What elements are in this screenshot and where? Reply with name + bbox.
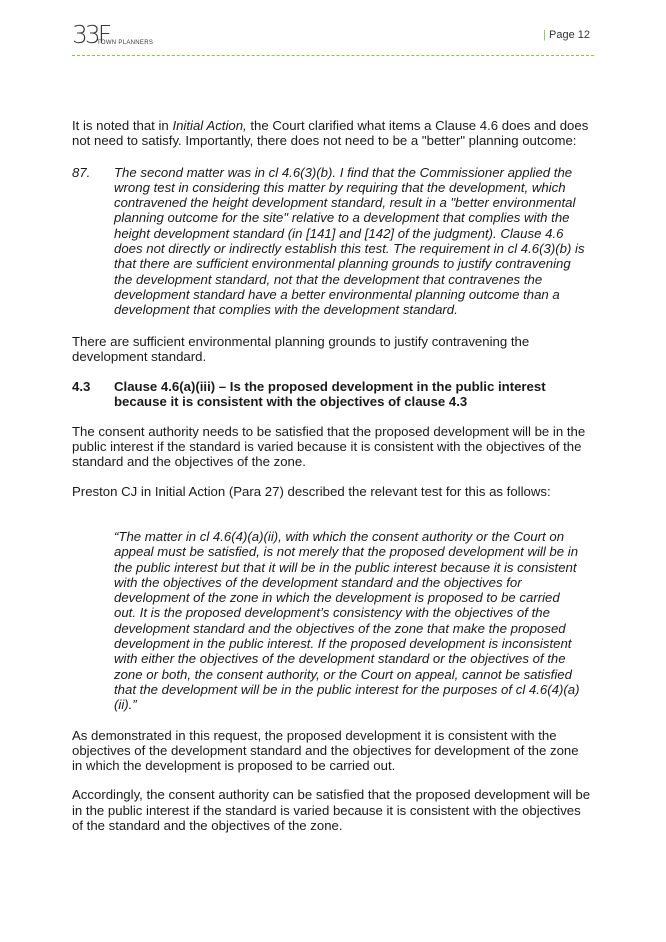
quote-text: The second matter was in cl 4.6(3)(b). I find that the Commissioner applied the wrong test in considering this matter by requiring that the development, which contravened the height development standard, result in a "better environmental planning outcome for the site" relative to a development that complies with the height development standard (in [141] and [142] of the judgment). Clause 4.6 does not directly or indirectly establish this test. The requirement in cl 4.6(3)(b) is that there are sufficient environmental planning grounds to justify contravening the development standard, not that the development that contravenes the development standard have a better environmental planning outcome than a development that complies with the development standard.: [114, 164, 585, 318]
page-number: [543, 29, 590, 41]
section-title: Clause 4.6(a)(iii) – Is the proposed development in the public interest because it is consistent with the objectives of clause 4.3: [114, 379, 546, 410]
page-label: Page 12: [549, 29, 590, 41]
paragraph-grounds: There are sufficient environmental planning grounds to justify contravening the development standard.: [72, 333, 530, 364]
intro-case-name: Initial Action,: [172, 118, 247, 133]
quote-number: 87.: [72, 164, 91, 180]
quoted-paragraph-87: [72, 165, 592, 318]
page-separator: |: [543, 29, 547, 41]
page-header: [72, 20, 594, 60]
paragraph-accordingly: Accordingly, the consent authority can be satisfied that the proposed development will be in the public interest if the standard is varied because it is consistent with the objectives of the standard and the objectives of the zone.: [72, 787, 591, 833]
document-body: [72, 118, 592, 833]
logo-mark: 33F: [72, 20, 110, 49]
intro-text-start: It is noted that in: [72, 118, 173, 133]
paragraph-preston: Preston CJ in Initial Action (Para 27) described the relevant test for this as follows:: [72, 483, 551, 499]
logo-subtitle: TOWN PLANNERS: [97, 40, 154, 46]
block-quote: “The matter in cl 4.6(4)(a)(ii), with which the consent authority or the Court on appeal must be satisfied, is not merely that the proposed development will be in the public interest but that it will be in the public interest because it is consistent with the objectives of the development standard and the objectives for development of the zone in which the development is proposed to be carried out. It is the proposed development’s consistency with the objectives of the development standard and the objectives of the zone that make the proposed development in the public interest. If the proposed development is inconsistent with either the objectives of the development standard or the objectives of the zone or both, the consent authority, or the Court on appeal, cannot be satisfied that the development will be in the public interest for the purposes of cl 4.6(4)(a)(ii).”: [114, 528, 580, 713]
section-number: 4.3: [72, 379, 91, 395]
section-heading: [72, 379, 592, 410]
intro-paragraph: [72, 118, 592, 149]
paragraph-consent-authority: The consent authority needs to be satisfied that the proposed development will be in the public interest if the standard is varied because it is consistent with the objectives of the standard and the objectives of the zone.: [72, 423, 586, 470]
paragraph-demonstrated: As demonstrated in this request, the proposed development it is consistent with the objectives of the development standard and the objectives for development of the zone in which the development is proposed to be carried out.: [72, 727, 579, 774]
intro-text-end: the Court clarified what items a Clause 4.6 does and does not need to satisfy. Importantly, there does not need to be a "better" planning outcome:: [72, 118, 589, 149]
header-divider: [72, 55, 594, 56]
